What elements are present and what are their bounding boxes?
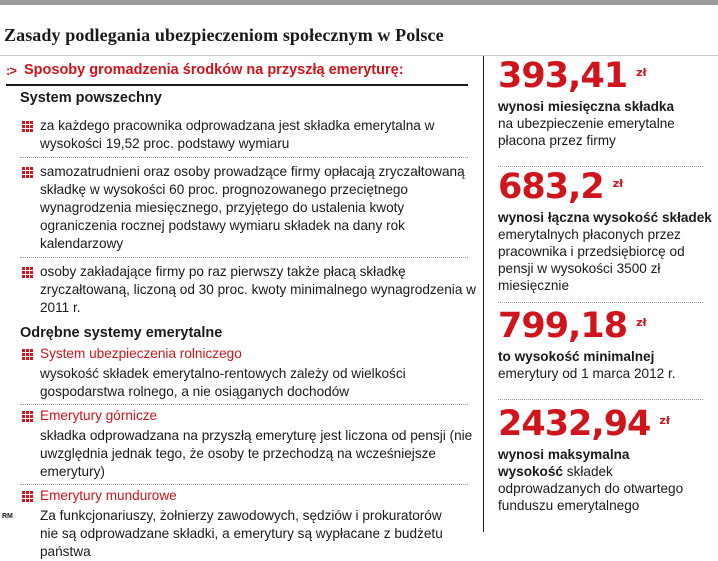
system-text: składka odprowadzana na przyszłą emeryturę jest liczona od pensji (nie uwzględnia jednak tego, że osoby te przechodzą na wcześniejsze emerytury) [40, 428, 473, 479]
stat-value: 2432,94 [498, 404, 651, 444]
system-name: System ubezpieczenia rolniczego [40, 346, 242, 361]
stat-block [498, 167, 713, 294]
system-block [20, 487, 476, 561]
list-item-text: samozatrudnieni oraz osoby prowadzące firmy opłacają zryczałtowaną składkę w wysokości 60 proc. prognozowanego przeciętnego wynagrodzenia miesięcznego, przyjętego do ustalenia kwoty ograniczenia rocznej podstawy wymiaru składek na dany rok kalendarzowy [40, 164, 465, 251]
bullet-icon [20, 163, 40, 253]
author-credit: RM [2, 513, 13, 520]
list-item-text: osoby zakładające firmy po raz pierwszy także płacą składkę zryczałtowaną, liczoną od 30 proc. kwoty minimalnego wynagrodzenia w 2011 r. [40, 264, 476, 315]
system-block [20, 345, 476, 401]
list-item [20, 158, 476, 257]
item-divider [20, 484, 468, 485]
list-item [20, 258, 476, 321]
stat-bold: wynosi miesięczna składka [498, 99, 675, 114]
stat-unit: zł [612, 177, 624, 190]
bullet-icon [20, 345, 40, 365]
stat-description [498, 348, 713, 382]
column-divider [483, 56, 484, 532]
section-heading [6, 56, 476, 84]
list-item-text: za każdego pracownika odprowadzana jest składka emerytalna w wysokości 19,52 proc. podstawy wymiaru [40, 118, 435, 151]
stat-value: 799,18 [498, 306, 628, 346]
stat-value: 683,2 [498, 167, 604, 207]
stat-bold: wynosi łączna wysokość składek [498, 210, 712, 225]
bullet-icon [20, 407, 40, 427]
stat-description [498, 209, 713, 294]
page-title: Zasady podlegania ubezpieczeniom społecznym w Polsce [4, 25, 444, 45]
bullet-icon [20, 487, 40, 507]
stat-divider [498, 399, 703, 400]
stat-rest: emerytalnych płaconych przez pracownika i przedsiębiorcę od pensji w wysokości 3500 zł miesięcznie [498, 227, 685, 293]
stat-rest: emerytury od 1 marca 2012 r. [498, 366, 676, 381]
bullet-icon [20, 263, 40, 317]
system-name: Emerytury górnicze [40, 408, 158, 423]
item-divider [20, 404, 468, 405]
stat-description [498, 446, 688, 514]
system-name: Emerytury mundurowe [40, 488, 177, 503]
stat-block [498, 56, 713, 149]
bullet-icon [20, 117, 40, 153]
system-text: wysokość składek emerytalno-rentowych zależy od wielkości gospodarstwa rolnego, a nie osiąganych dochodów [40, 366, 406, 399]
system-text: Za funkcjonariuszy, żołnierzy zawodowych, sędziów i prokuratorów nie są odprowadzane składki, a emerytury są wypłacane z budżetu państwa [40, 508, 443, 559]
stat-divider [498, 302, 703, 303]
stat-block [498, 404, 713, 514]
section-title: Sposoby gromadzenia środków na przyszłą emeryturę: [24, 62, 404, 78]
top-bar [0, 0, 718, 5]
stat-unit: zł [659, 414, 670, 427]
stat-value: 393,41 [498, 56, 628, 96]
section-divider [6, 84, 468, 86]
stat-bold: to wysokość minimalnej [498, 349, 655, 364]
stat-rest: na ubezpieczenie emerytalne płacona przez firmy [498, 116, 675, 148]
stat-rest: składek odprowadzanych do otwartego funduszu emerytalnego [498, 464, 684, 513]
stat-bold: wynosi maksymalna wysokość [498, 447, 630, 479]
stat-unit: zł [636, 66, 647, 79]
system-block [20, 407, 476, 481]
stat-description [498, 98, 713, 149]
stat-unit: zł [636, 316, 647, 329]
odrebne-heading: Odrębne systemy emerytalne [20, 325, 223, 341]
arrow-icon: :> [6, 62, 16, 78]
powszechny-heading: System powszechny [20, 90, 162, 106]
list-item [20, 112, 476, 157]
left-column [6, 56, 476, 561]
stat-block [498, 306, 713, 382]
